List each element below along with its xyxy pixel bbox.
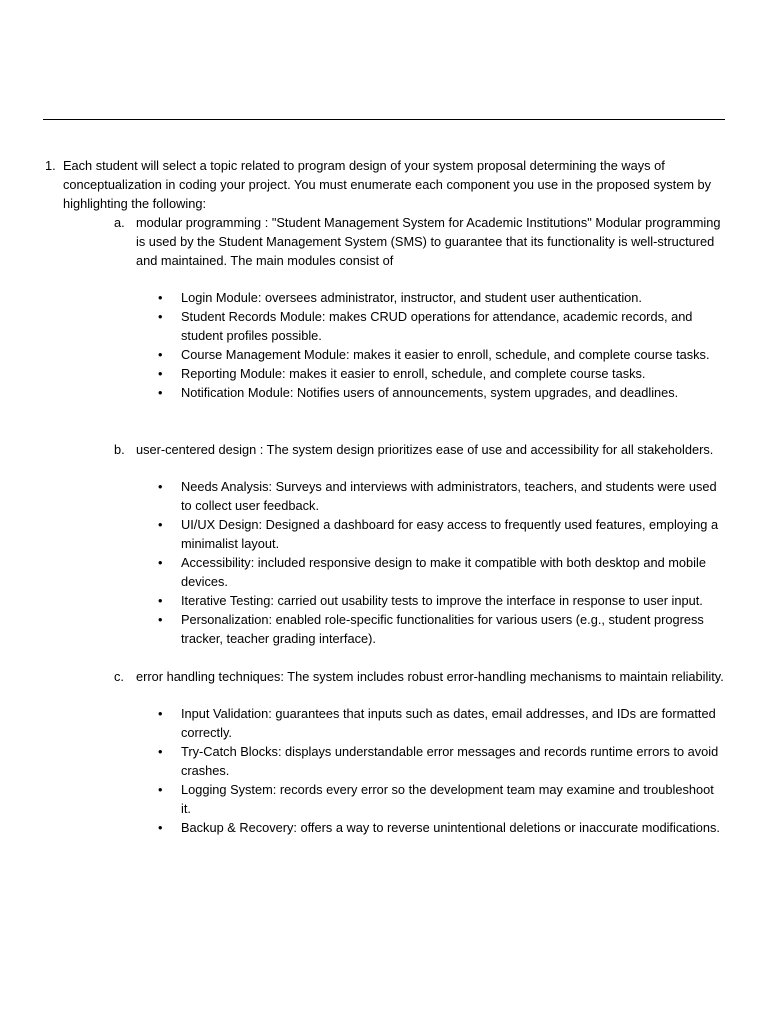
bullet-glyph: • [158,706,163,721]
list-item [43,818,725,837]
bullet-glyph: • [158,290,163,305]
bullet-glyph: • [158,555,163,570]
list-item-text: Student Records Module: makes CRUD operations for attendance, academic records, and student profiles possible. [181,309,693,343]
section-letter: b. [114,442,125,457]
list-item-text: Needs Analysis: Surveys and interviews with administrators, teachers, and students were used to collect user feedback. [181,479,717,513]
bullet-list-c [43,704,725,837]
list-item-text: Try-Catch Blocks: displays understandable error messages and records runtime errors to avoid crashes. [181,744,719,778]
question-text: Each student will select a topic related to program design of your system proposal determining the ways of conceptualization in coding your project. You must enumerate each component you use in the proposed system by highlighting the following: [63,158,712,211]
list-item-text: Logging System: records every error so the development team may examine and troubleshoot it. [181,782,714,816]
bullet-glyph: • [158,782,163,797]
section-text: modular programming : "Student Management System for Academic Institutions" Modular programming is used by the Student Management System (SMS) to guarantee that its functionality is well-structured and maintained. The main modules consist of [136,215,721,268]
bullet-glyph: • [158,347,163,362]
list-item [43,515,725,553]
list-item-text: Login Module: oversees administrator, instructor, and student user authentication. [181,290,642,305]
bullet-list-b [43,477,725,648]
list-item [43,591,725,610]
document-body [43,156,725,837]
section-text: user-centered design : The system design prioritizes ease of use and accessibility for all stakeholders. [136,442,714,457]
bullet-glyph: • [158,593,163,608]
list-item [43,288,725,307]
bullet-glyph: • [158,517,163,532]
section-letter: a. [114,215,125,230]
list-item [43,345,725,364]
header-divider [43,119,725,120]
list-item-text: UI/UX Design: Designed a dashboard for easy access to frequently used features, employing a minimalist layout. [181,517,719,551]
list-item [43,477,725,515]
list-item-text: Iterative Testing: carried out usability tests to improve the interface in response to user input. [181,593,703,608]
section-c [43,667,725,686]
list-item [43,610,725,648]
question-item [43,156,725,213]
bullet-glyph: • [158,366,163,381]
question-number: 1. [45,158,56,173]
bullet-glyph: • [158,744,163,759]
list-item [43,307,725,345]
list-item-text: Accessibility: included responsive design to make it compatible with both desktop and mobile devices. [181,555,706,589]
bullet-glyph: • [158,612,163,627]
bullet-glyph: • [158,820,163,835]
section-b [43,440,725,459]
section-letter: c. [114,669,124,684]
list-item-text: Personalization: enabled role-specific functionalities for various users (e.g., student progress tracker, teacher grading interface). [181,612,704,646]
bullet-glyph: • [158,479,163,494]
section-a [43,213,725,270]
list-item [43,704,725,742]
list-item [43,383,725,402]
bullet-glyph: • [158,309,163,324]
list-item [43,553,725,591]
list-item-text: Input Validation: guarantees that inputs such as dates, email addresses, and IDs are formatted correctly. [181,706,716,740]
list-item-text: Backup & Recovery: offers a way to reverse unintentional deletions or inaccurate modifications. [181,820,720,835]
list-item [43,742,725,780]
bullet-glyph: • [158,385,163,400]
bullet-list-a [43,288,725,402]
list-item [43,780,725,818]
list-item-text: Reporting Module: makes it easier to enroll, schedule, and complete course tasks. [181,366,646,381]
section-text: error handling techniques: The system includes robust error-handling mechanisms to maintain reliability. [136,669,724,684]
list-item-text: Course Management Module: makes it easier to enroll, schedule, and complete course tasks. [181,347,710,362]
list-item-text: Notification Module: Notifies users of announcements, system upgrades, and deadlines. [181,385,679,400]
list-item [43,364,725,383]
